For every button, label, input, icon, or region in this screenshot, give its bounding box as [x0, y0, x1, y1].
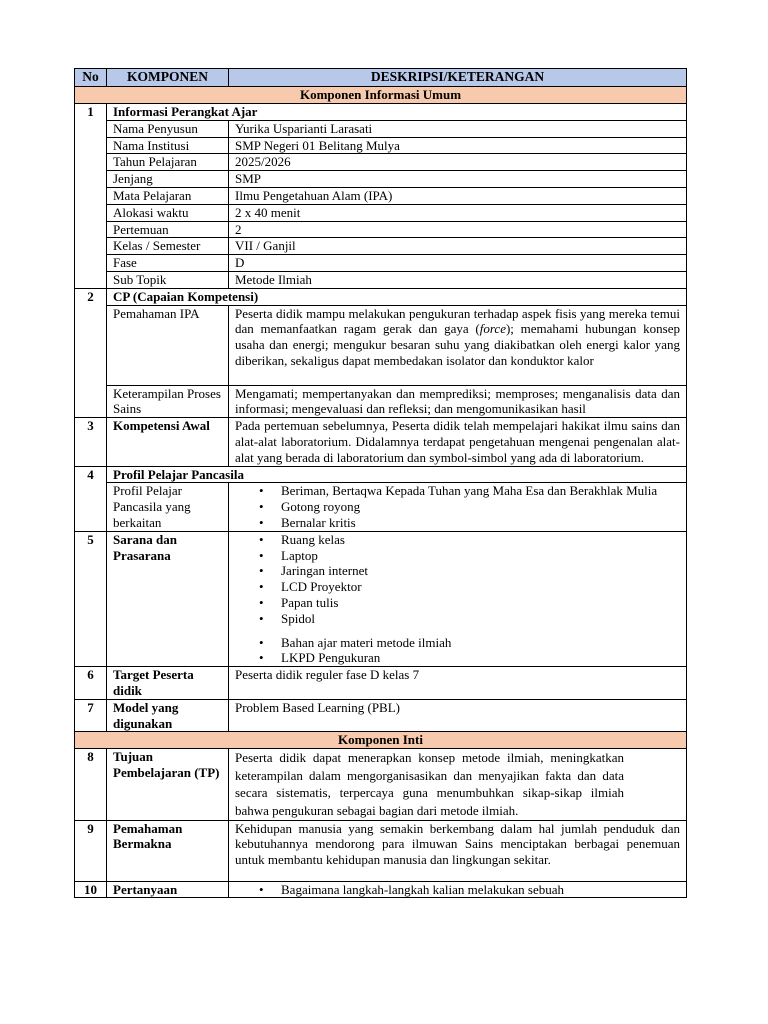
row-title: Model yang digunakan — [107, 699, 229, 732]
row-text: Pada pertemuan sebelumnya, Peserta didik telah mempelajari hakikat ilmu sains dan alat-alat laboratorium. Didalamnya terdapat pengetahuan mengenai pengenalan alat-alat yang berada di laboratorium dan symbol-simbol yang ada di laboratorium. — [229, 418, 687, 466]
table-row — [75, 820, 687, 881]
cp-row — [75, 385, 687, 418]
header-no: No — [75, 69, 107, 87]
info-row — [75, 204, 687, 221]
list-item: • Ruang kelas — [281, 532, 680, 548]
row-text: Kehidupan manusia yang semakin berkembang dalam hal jumlah penduduk dan kebutuhannya mendorong para ilmuwan Sains menciptakan berbagai penemuan untuk membantu kehidupan manusia dan lingkungan sekitar. — [229, 820, 687, 881]
header-deskripsi: DESKRIPSI/KETERANGAN — [229, 69, 687, 87]
profil-label: Profil Pelajar Pancasila yang berkaitan — [107, 483, 229, 531]
table-row — [75, 881, 687, 898]
section-row-inti — [75, 732, 687, 749]
table-row — [75, 749, 687, 820]
table-row — [75, 288, 687, 305]
cp-label: Keterampilan Proses Sains — [107, 385, 229, 418]
row-title: Pemahaman Bermakna — [107, 820, 229, 881]
info-label: Pertemuan — [107, 221, 229, 238]
info-value: D — [229, 255, 687, 272]
rpp-table — [74, 68, 687, 898]
row-text: Peserta didik dapat menerapkan konsep metode ilmiah, meningkatkan keterampilan dalam mengorganisasikan dan menyajikan fakta dan data secara sistematis, terpercaya guna menumbuhkan sikap-sikap ilmiah bahwa pengukuran sebagai bagian dari metode ilmiah. — [229, 749, 687, 820]
list-item: • Papan tulis — [281, 595, 680, 611]
list-item: • Spidol — [281, 611, 680, 627]
info-value: Metode Ilmiah — [229, 271, 687, 288]
info-label: Alokasi waktu — [107, 204, 229, 221]
table-row — [75, 466, 687, 483]
info-value: Ilmu Pengetahuan Alam (IPA) — [229, 187, 687, 204]
info-row — [75, 271, 687, 288]
row-number: 10 — [75, 881, 107, 898]
info-row — [75, 137, 687, 154]
info-label: Kelas / Semester — [107, 238, 229, 255]
info-label: Tahun Pelajaran — [107, 154, 229, 171]
cp-text: Peserta didik mampu melakukan pengukuran terhadap aspek fisis yang mereka temui dan memanfaatkan ragam gerak dan gaya (force); memahami hubungan konsep usaha dan energi; mengukur besaran suhu yang diakibatkan oleh energi kalor yang diberikan, sekaligus dapat membedakan isolator dan konduktor kalor — [229, 305, 687, 385]
row-title: Tujuan Pembelajaran (TP) — [107, 749, 229, 820]
row-title: Kompetensi Awal — [107, 418, 229, 466]
row-number: 5 — [75, 531, 107, 666]
list-item: • Jaringan internet — [281, 563, 680, 579]
header-row — [75, 69, 687, 87]
info-value: VII / Ganjil — [229, 238, 687, 255]
row-title: CP (Capaian Kompetensi) — [107, 288, 687, 305]
info-row — [75, 221, 687, 238]
info-row — [75, 120, 687, 137]
list-item: • LCD Proyektor — [281, 579, 680, 595]
info-value: 2 x 40 menit — [229, 204, 687, 221]
profil-list-cell — [229, 483, 687, 531]
row-number: 4 — [75, 466, 107, 531]
list-item: • LKPD Pengukuran — [281, 650, 680, 666]
row-text: Peserta didik reguler fase D kelas 7 — [229, 667, 687, 700]
section-row-umum — [75, 87, 687, 104]
info-label: Sub Topik — [107, 271, 229, 288]
table-row — [75, 531, 687, 666]
section-title-inti: Komponen Inti — [75, 732, 687, 749]
table-row — [75, 699, 687, 732]
row-number: 1 — [75, 104, 107, 289]
info-row — [75, 187, 687, 204]
row-number: 9 — [75, 820, 107, 881]
list-item: • Bagaimana langkah-langkah kalian melakukan sebuah — [281, 882, 680, 898]
info-value: Yurika Usparianti Larasati — [229, 120, 687, 137]
info-row — [75, 171, 687, 188]
list-item: • Gotong royong — [281, 499, 680, 515]
cp-text: Mengamati; mempertanyakan dan memprediksi; memproses; menganalisis data dan informasi; mengevaluasi dan refleksi; dan mengomunikasikan hasil — [229, 385, 687, 418]
row-number: 7 — [75, 699, 107, 732]
table-row — [75, 418, 687, 466]
row-title: Target Peserta didik — [107, 667, 229, 700]
row-number: 8 — [75, 749, 107, 820]
row-title: Pertanyaan — [107, 881, 229, 898]
pertanyaan-list-cell — [229, 881, 687, 898]
info-label: Fase — [107, 255, 229, 272]
sarana-list-b — [235, 635, 680, 667]
header-komponen: KOMPONEN — [107, 69, 229, 87]
row-number: 3 — [75, 418, 107, 466]
list-item: • Beriman, Bertaqwa Kepada Tuhan yang Maha Esa dan Berakhlak Mulia — [281, 483, 680, 499]
row-title: Sarana dan Prasarana — [107, 531, 229, 666]
pertanyaan-list — [235, 882, 680, 898]
row-title: Informasi Perangkat Ajar — [107, 104, 687, 121]
table-row — [75, 104, 687, 121]
row-text: Problem Based Learning (PBL) — [229, 699, 687, 732]
info-label: Jenjang — [107, 171, 229, 188]
info-label: Nama Institusi — [107, 137, 229, 154]
info-value: SMP — [229, 171, 687, 188]
sarana-list-cell — [229, 531, 687, 666]
info-row — [75, 154, 687, 171]
info-value: 2 — [229, 221, 687, 238]
sarana-list — [235, 532, 680, 627]
info-value: SMP Negeri 01 Belitang Mulya — [229, 137, 687, 154]
profil-row — [75, 483, 687, 531]
cp-row — [75, 305, 687, 385]
info-row — [75, 255, 687, 272]
row-number: 2 — [75, 288, 107, 417]
list-item: • Laptop — [281, 548, 680, 564]
section-title-umum: Komponen Informasi Umum — [75, 87, 687, 104]
table-row — [75, 667, 687, 700]
profil-list — [235, 483, 680, 530]
cp-label: Pemahaman IPA — [107, 305, 229, 385]
row-title: Profil Pelajar Pancasila — [107, 466, 687, 483]
info-row — [75, 238, 687, 255]
info-label: Nama Penyusun — [107, 120, 229, 137]
list-item: • Bahan ajar materi metode ilmiah — [281, 635, 680, 651]
list-item: • Bernalar kritis — [281, 515, 680, 531]
row-number: 6 — [75, 667, 107, 700]
info-label: Mata Pelajaran — [107, 187, 229, 204]
info-value: 2025/2026 — [229, 154, 687, 171]
